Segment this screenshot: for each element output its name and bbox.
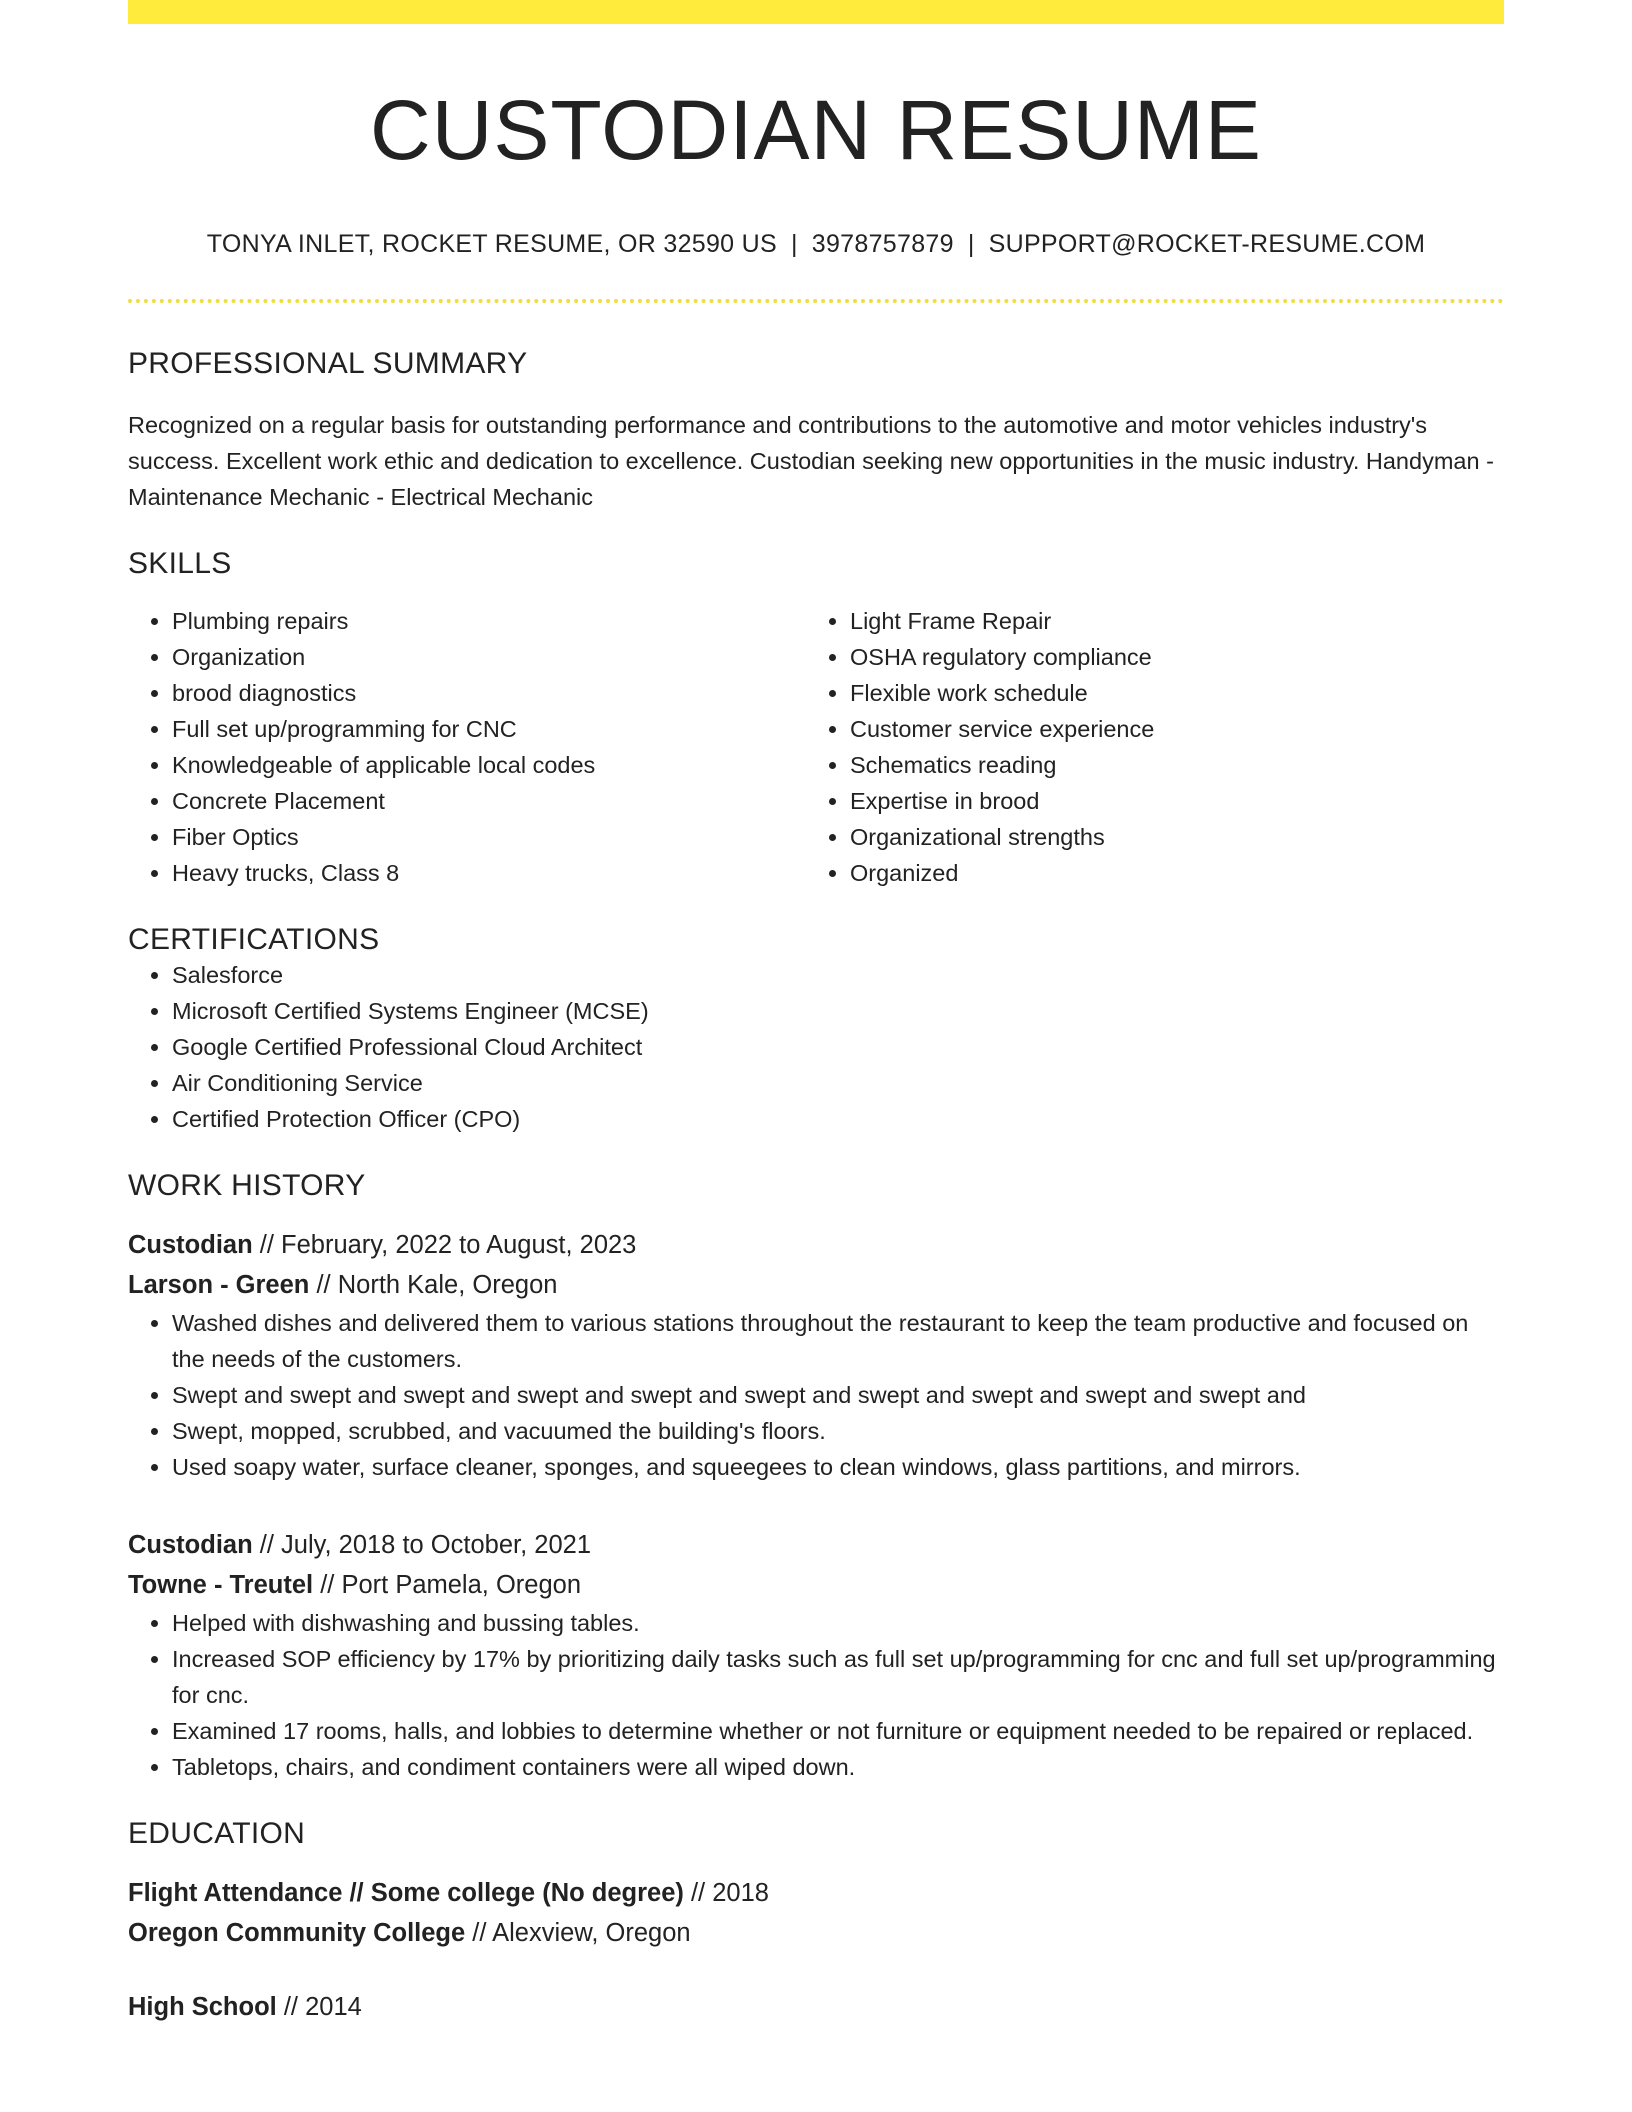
education-heading: EDUCATION: [128, 1817, 306, 1851]
job-company-line: [128, 1265, 1504, 1305]
education-entry: [128, 1873, 1504, 1953]
job-duty: • Increased SOP efficiency by 17% by prioritizing daily tasks such as full set up/programming for cnc and full set up/programming for cnc.: [172, 1641, 1504, 1713]
skills-list-right: [806, 603, 1484, 891]
skill-item: • brood diagnostics: [172, 675, 806, 711]
dotted-divider: [128, 299, 1504, 303]
job-dates: // February, 2022 to August, 2023: [252, 1231, 637, 1260]
certification-item: • Google Certified Professional Cloud Architect: [172, 1029, 1504, 1065]
skills-grid: [128, 603, 1504, 891]
certification-item: • Air Conditioning Service: [172, 1065, 1504, 1101]
education-degree: High School: [128, 1993, 277, 2022]
skills-column-left: [128, 603, 806, 891]
job-duty: • Tabletops, chairs, and condiment containers were all wiped down.: [172, 1749, 1504, 1785]
job-company-line: [128, 1565, 1504, 1605]
certifications-heading: CERTIFICATIONS: [128, 923, 380, 957]
accent-bar: [128, 0, 1504, 24]
skill-item: • Knowledgeable of applicable local codes: [172, 747, 806, 783]
education-location: // Alexview, Oregon: [465, 1919, 691, 1948]
job-entry: [128, 1525, 1504, 1785]
education-degree-line: [128, 1987, 1504, 2027]
certification-item: • Certified Protection Officer (CPO): [172, 1101, 1504, 1137]
skills-list-left: [128, 603, 806, 891]
education-year: // 2014: [276, 1993, 362, 2022]
skill-item: • Light Frame Repair: [850, 603, 1484, 639]
job-role: Custodian: [128, 1531, 253, 1560]
skill-item: • Full set up/programming for CNC: [172, 711, 806, 747]
skill-item: • Flexible work schedule: [850, 675, 1484, 711]
job-company: Towne - Treutel: [128, 1571, 314, 1600]
resume-page: [128, 0, 1504, 2027]
education-entry: [128, 1987, 1504, 2027]
skill-item: • OSHA regulatory compliance: [850, 639, 1484, 675]
contact-separator: |: [967, 230, 975, 259]
job-duty: • Swept, mopped, scrubbed, and vacuumed the building's floors.: [172, 1413, 1504, 1449]
skills-heading: SKILLS: [128, 547, 232, 581]
education-year: // 2018: [683, 1879, 769, 1908]
skill-item: • Organized: [850, 855, 1484, 891]
job-duties-list: [128, 1605, 1504, 1785]
job-role-line: [128, 1525, 1504, 1565]
contact-address: TONYA INLET, ROCKET RESUME, OR 32590 US: [206, 230, 777, 259]
skill-item: • Fiber Optics: [172, 819, 806, 855]
certification-item: • Salesforce: [172, 957, 1504, 993]
job-role: Custodian: [128, 1231, 253, 1260]
job-duty: • Examined 17 rooms, halls, and lobbies to determine whether or not furniture or equipment needed to be repaired or replaced.: [172, 1713, 1504, 1749]
summary-text: Recognized on a regular basis for outstanding performance and contributions to the automotive and motor vehicles industry's success. Excellent work ethic and dedication to excellence. Custodian seeking new opportunities in the music industry. Handyman - Maintenance Mechanic - Electrical Mechanic: [128, 412, 1494, 511]
job-role-line: [128, 1225, 1504, 1265]
contact-email: SUPPORT@ROCKET-RESUME.COM: [988, 230, 1426, 259]
job-location: // North Kale, Oregon: [309, 1271, 558, 1300]
job-duty: • Swept and swept and swept and swept and swept and swept and swept and swept and swept and swept and: [172, 1377, 1504, 1413]
summary-heading: PROFESSIONAL SUMMARY: [128, 347, 528, 381]
education-school-line: [128, 1913, 1504, 1953]
skill-item: • Schematics reading: [850, 747, 1484, 783]
education-degree: Flight Attendance // Some college (No degree): [128, 1879, 684, 1908]
skill-item: • Plumbing repairs: [172, 603, 806, 639]
education-degree-line: [128, 1873, 1504, 1913]
skill-item: • Organizational strengths: [850, 819, 1484, 855]
job-company: Larson - Green: [128, 1271, 310, 1300]
certifications-list: [128, 957, 1504, 1137]
job-duty: • Washed dishes and delivered them to various stations throughout the restaurant to keep the team productive and focused on the needs of the customers.: [172, 1305, 1504, 1377]
job-duties-list: [128, 1305, 1504, 1485]
resume-title: CUSTODIAN RESUME: [370, 83, 1262, 177]
work-history-heading: WORK HISTORY: [128, 1169, 366, 1203]
skills-column-right: [806, 603, 1484, 891]
contact-separator: |: [790, 230, 798, 259]
skill-item: • Concrete Placement: [172, 783, 806, 819]
job-entry: [128, 1225, 1504, 1485]
certification-item: • Microsoft Certified Systems Engineer (MCSE): [172, 993, 1504, 1029]
education-school: Oregon Community College: [128, 1919, 466, 1948]
skill-item: • Expertise in brood: [850, 783, 1484, 819]
skill-item: • Organization: [172, 639, 806, 675]
job-location: // Port Pamela, Oregon: [313, 1571, 581, 1600]
job-dates: // July, 2018 to October, 2021: [252, 1531, 591, 1560]
skill-item: • Heavy trucks, Class 8: [172, 855, 806, 891]
contact-phone: 3978757879: [811, 230, 954, 259]
contact-line: [128, 230, 1504, 259]
job-duty: • Helped with dishwashing and bussing tables.: [172, 1605, 1504, 1641]
job-duty: • Used soapy water, surface cleaner, sponges, and squeegees to clean windows, glass partitions, and mirrors.: [172, 1449, 1504, 1485]
skill-item: • Customer service experience: [850, 711, 1484, 747]
